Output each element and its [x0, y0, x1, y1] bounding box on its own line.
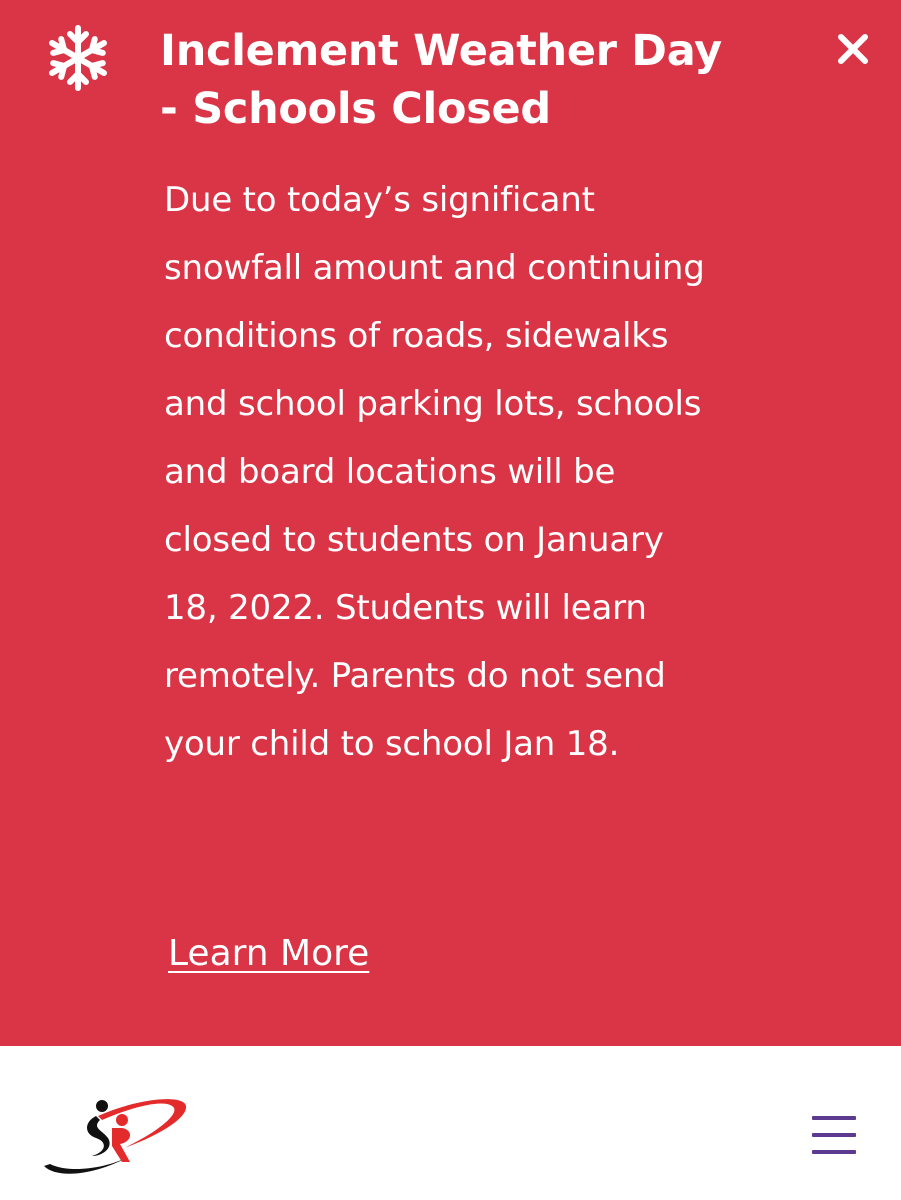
hamburger-menu-icon[interactable] — [808, 1112, 860, 1158]
site-header — [0, 1046, 901, 1200]
alert-message-line: and board locations will be — [164, 452, 616, 492]
alert-message-line: remotely. Parents do not send — [164, 656, 666, 696]
alert-message-line: closed to students on January — [164, 520, 664, 560]
menu-bar — [812, 1133, 856, 1137]
alert-message-line: snowfall amount and continuing — [164, 248, 705, 288]
alert-message-line: your child to school Jan 18. — [164, 724, 620, 764]
alert-title-line: - Schools Closed — [160, 84, 551, 134]
alert-message-line: and school parking lots, schools — [164, 384, 702, 424]
learn-more-link[interactable]: Learn More — [168, 933, 370, 974]
alert-message-line: Due to today’s significant — [164, 180, 595, 220]
alert-message-line: conditions of roads, sidewalks — [164, 316, 669, 356]
alert-message-line: 18, 2022. Students will learn — [164, 588, 647, 628]
close-icon[interactable] — [830, 26, 876, 72]
alert-message — [164, 166, 844, 778]
alert-title-line: Inclement Weather Day — [160, 26, 722, 76]
menu-bar — [812, 1116, 856, 1120]
snowflake-icon — [42, 22, 114, 94]
menu-bar — [812, 1150, 856, 1154]
school-board-logo[interactable] — [38, 1094, 188, 1178]
alert-title — [160, 22, 800, 138]
